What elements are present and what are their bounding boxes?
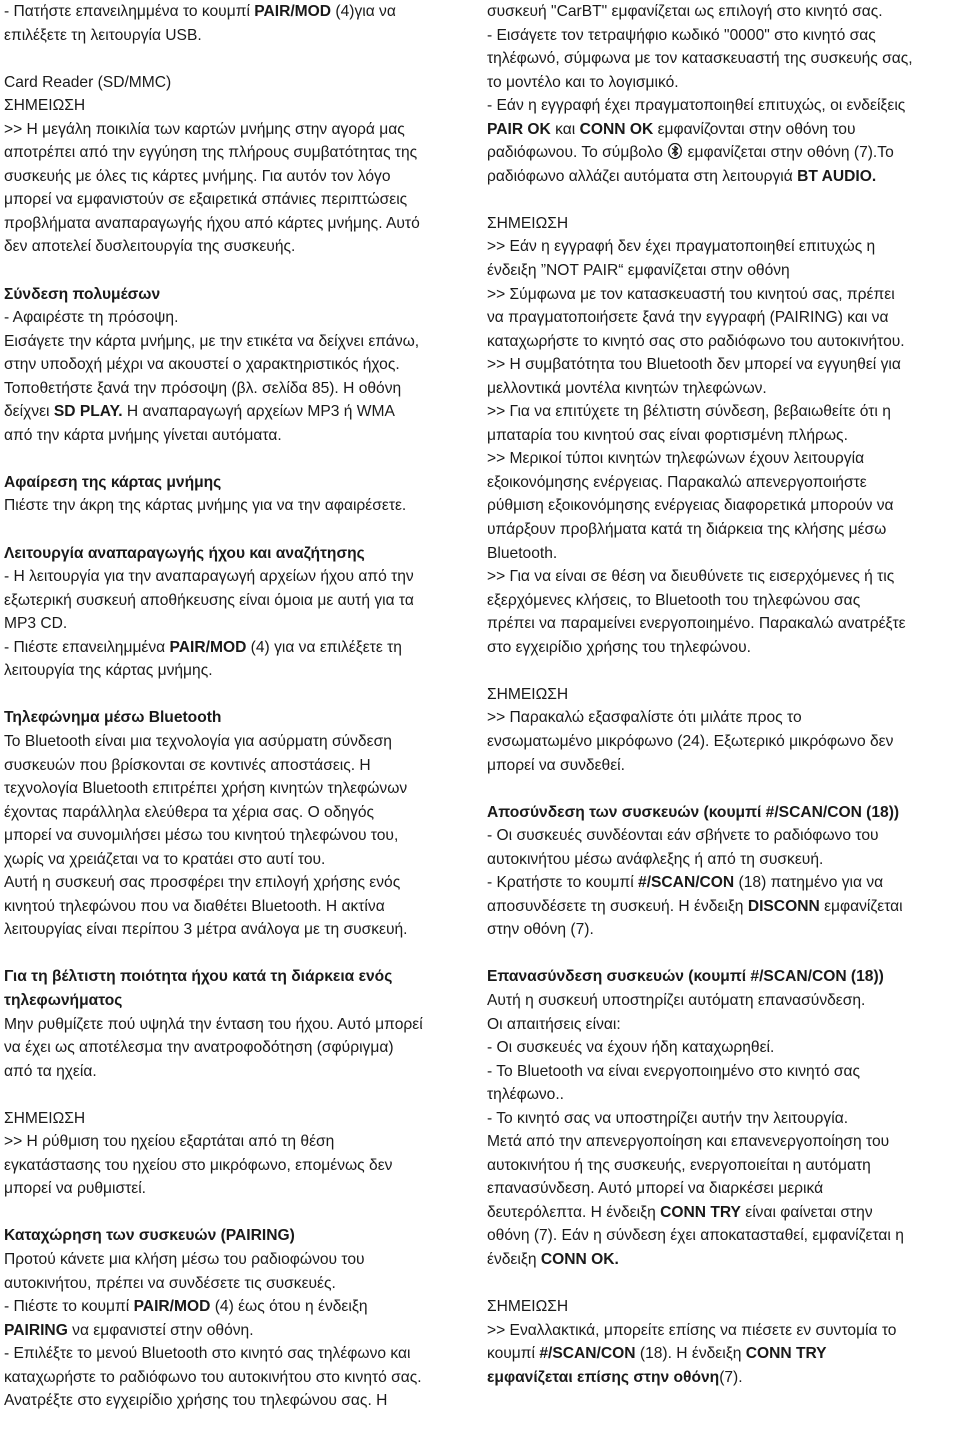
text-line: Μην ρυθμίζετε πού υψηλά την ένταση του ήχου. Αυτό μπορεί (4, 1015, 423, 1033)
text-line: ένδειξη CONN OK. (487, 1250, 619, 1268)
text-line: πρέπει να παραμείνει ενεργοποιημένο. Παρακαλώ ανατρέξτε (487, 615, 906, 633)
text-line: - Το κινητό σας να υποστηρίζει αυτήν την λειτουργία. (487, 1109, 849, 1127)
section-title-disconnect: Αποσύνδεση των συσκευών (κουμπί #/SCAN/CON (18)) (487, 803, 900, 821)
text-line: μπαταρία του κινητού σας είναι φορτισμένη πλήρως. (487, 426, 848, 444)
section-title-reconnect: Επανασύνδεση συσκευών (κουμπί #/SCAN/CON (18)) (487, 968, 884, 986)
text-line: κουμπί #/SCAN/CON (18). Η ένδειξη CONN TRY (487, 1345, 827, 1363)
text-line: από τα ηχεία. (4, 1062, 97, 1080)
text-line: τηλέφωνο.. (487, 1086, 565, 1104)
text-line: - Επιλέξτε το μενού Bluetooth στο κινητό σας τηλέφωνο και (4, 1345, 411, 1363)
section-title-pairing: Καταχώρηση των συσκευών (PAIRING) (4, 1227, 295, 1245)
text-line: - Εάν η εγγραφή έχει πραγματοποιηθεί επιτυχώς, οι ενδείξεις (487, 97, 906, 115)
text-line: μπορεί να συνομιλήσει μέσω του κινητού τηλεφώνου του, (4, 827, 399, 845)
text-line: >> Η ρύθμιση του ηχείου εξαρτάται από τη θέση (4, 1133, 335, 1151)
text-line: έχοντας παράλληλα ελεύθερα τα χέρια σας. Ο οδηγός (4, 803, 375, 821)
text-line: καταχωρήστε το κινητό σας στο ραδιόφωνο του αυτοκινήτου. (487, 332, 905, 350)
text-line: αποσυνδέσετε τη συσκευή. Η ένδειξη DISCONN εμφανίζεται (487, 897, 903, 915)
note-label: ΣΗΜΕΙΩΣΗ (4, 1109, 86, 1127)
text-line: Αυτή η συσκευή σας προσφέρει την επιλογή χρήσης ενός (4, 874, 401, 892)
text-line: συσκευή "CarBT" εμφανίζεται ως επιλογή στο κινητό σας. (487, 3, 883, 20)
text-line: εγκατάστασης του ηχείου στο μικρόφωνο, επομένως δεν (4, 1156, 393, 1174)
text-line: - Πατήστε επανειλημμένα το κουμπί PAIR/MOD (4)για να (4, 3, 396, 20)
text-line: - Πιέστε το κουμπί PAIR/MOD (4) έως ότου η ένδειξη (4, 1298, 368, 1316)
section-title-remove-card: Αφαίρεση της κάρτας μνήμης (4, 473, 222, 491)
text-line: οθόνη (7). Εάν η σύνδεση έχει αποκατασταθεί, εμφανίζεται η (487, 1227, 904, 1245)
text-line: >> Εάν η εγγραφή δεν έχει πραγματοποιηθεί επιτυχώς η (487, 238, 876, 256)
text-line: Τοποθετήστε ξανά την πρόσοψη (βλ. σελίδα 85). Η οθόνη (4, 379, 402, 397)
text-line: το μοντέλο και το λογισμικό. (487, 73, 679, 91)
text-line: >> Παρακαλώ εξασφαλίστε ότι μιλάτε προς το (487, 709, 802, 727)
text-line: >> Η μεγάλη ποικιλία των καρτών μνήμης στην αγορά μας (4, 120, 405, 138)
text-line: μπορεί να συνδεθεί. (487, 756, 625, 774)
note-label: ΣΗΜΕΙΩΣΗ (4, 97, 86, 115)
text-line: τηλέφωνό, σύμφωνα με τον κατασκευαστή της συσκευής σας, (487, 50, 913, 68)
text-line: στην οθόνη (7). (487, 921, 594, 939)
text-line: Πιέστε την άκρη της κάρτας μνήμης για να την αφαιρέσετε. (4, 497, 407, 515)
text-line: - Το Bluetooth να είναι ενεργοποιημένο στο κινητό σας (487, 1062, 860, 1080)
text-line: ραδιόφωνου. Το σύμβολο εμφανίζεται στην οθόνη (7).Το (487, 144, 894, 162)
text-line: να έχει ως αποτέλεσμα την ανατροφοδότηση (σφύριγμα) (4, 1039, 394, 1057)
text-line: επανασύνδεση. Αυτό μπορεί να διαρκέσει μερικά (487, 1180, 824, 1198)
text-line: μπορεί να ρυθμιστεί. (4, 1180, 147, 1198)
text-line: PAIRING να εμφανιστεί στην οθόνη. (4, 1321, 254, 1339)
text-line: ρύθμιση εξοικονόμησης ενέργειας διαφορετικά μπορούν να (487, 497, 894, 515)
left-column (4, 0, 472, 1413)
text-line: Bluetooth. (487, 544, 558, 562)
text-line: Προτού κάνετε μια κλήση μέσω του ραδιοφώνου του (4, 1250, 365, 1268)
section-title-playback: Λειτουργία αναπαραγωγής ήχου και αναζήτησης (4, 544, 365, 562)
text-line: δείχνει SD PLAY. Η αναπαραγωγή αρχείων MP3 ή WMA (4, 403, 395, 421)
text-line: στην υποδοχή μέχρι να ακουστεί ο χαρακτηριστικός ήχος. (4, 356, 400, 374)
text-line: - Πιέστε επανειλημμένα PAIR/MOD (4) για να επιλέξετε τη (4, 638, 402, 656)
text-line: - Αφαιρέστε τη πρόσοψη. (4, 309, 179, 327)
section-title-card-reader: Card Reader (SD/MMC) (4, 73, 172, 91)
text-line: επιλέξετε τη λειτουργία USB. (4, 26, 202, 44)
text-line: Οι απαιτήσεις είναι: (487, 1015, 621, 1033)
text-line: - Κρατήστε το κουμπί #/SCAN/CON (18) πατημένο για να (487, 874, 884, 892)
text-line: - Η λειτουργία για την αναπαραγωγή αρχείων ήχου από την (4, 568, 414, 586)
text-line: δευτερόλεπτα. Η ένδειξη CONN TRY είναι φαίνεται στην (487, 1203, 873, 1221)
note-label: ΣΗΜΕΙΩΣΗ (487, 1298, 569, 1316)
text-line: λειτουργίας είναι περίπου 3 μέτρα ανάλογα με τη συσκευή. (4, 921, 408, 939)
text-line: - Εισάγετε τον τετραψήφιο κωδικό "0000" στο κινητό σας (487, 26, 876, 44)
text-line: Ανατρέξτε στο εγχειρίδιο χρήσης του τηλεφώνου σας. Η (4, 1392, 388, 1410)
text-line: στο εγχειρίδιο χρήσης του τηλεφώνου. (487, 638, 751, 656)
section-title-media: Σύνδεση πολυμέσων (4, 285, 161, 303)
text-line: συσκευής με όλες τις κάρτες μνήμης. Για αυτόν τον λόγο (4, 167, 391, 185)
text-line: μπορεί να εμφανιστούν σε εξαιρετικά σπάνιες περιπτώσεις (4, 191, 408, 209)
text-line: προβλήματα αναπαραγωγής ήχου από κάρτες μνήμης. Αυτό (4, 214, 420, 232)
text-line: εμφανίζεται επίσης στην οθόνη(7). (487, 1368, 743, 1386)
note-label: ΣΗΜΕΙΩΣΗ (487, 685, 569, 703)
text-line: MP3 CD. (4, 615, 68, 633)
text-line: αποτρέπει από την εγγύηση της πλήρους συμβατότητας της (4, 144, 418, 162)
text-line: - Οι συσκευές να έχουν ήδη καταχωρηθεί. (487, 1039, 775, 1057)
text-line: >> Μερικοί τύποι κινητών τηλεφώνων έχουν λειτουργία (487, 450, 865, 468)
text-line: κινητού τηλεφώνου που να διαθέτει Bluetooth. Η ακτίνα (4, 897, 385, 915)
text-line: από την κάρτα μνήμης γίνεται αυτόματα. (4, 426, 282, 444)
text-line: υπάρξουν προβλήματα κατά τη διάρκεια της κλήσης μέσω (487, 521, 887, 539)
text-line: Το Bluetooth είναι μια τεχνολογία για ασύρματη σύνδεση (4, 732, 392, 750)
text-line: αυτοκινήτου, πρέπει να συνδέσετε τις συσκευές. (4, 1274, 336, 1292)
section-title-sound-quality: Για τη βέλτιστη ποιότητα ήχου κατά τη διάρκεια ενός (4, 968, 393, 986)
text-line: μελλοντικά μοντέλα κινητών τηλεφώνων. (487, 379, 767, 397)
text-line: εξοικονόμησης ενέργειας. Παρακαλώ απενεργοποιήστε (487, 473, 867, 491)
right-column (487, 0, 957, 1389)
text-line: εξερχόμενες κλήσεις, το Bluetooth του τηλεφώνου σας (487, 591, 861, 609)
text-line: ραδιόφωνο αλλάζει αυτόματα στη λειτουργιά BT AUDIO. (487, 167, 877, 185)
text-line: εξωτερική συσκευή αποθήκευσης είναι όμοια με αυτή για τα (4, 591, 414, 609)
text-line: >> Για να είναι σε θέση να διευθύνετε τις εισερχόμενες ή τις (487, 568, 895, 586)
bluetooth-icon (668, 143, 682, 159)
text-line: συσκευών που βρίσκονται σε κοντινές αποστάσεις. Η (4, 756, 371, 774)
text-line: - Οι συσκευές συνδέονται εάν σβήνετε το ραδιόφωνο του (487, 827, 879, 845)
text-line: >> Για να επιτύχετε τη βέλτιστη σύνδεση, βεβαιωθείτε ότι η (487, 403, 891, 421)
text-line: PAIR OK και CONN OK εμφανίζονται στην οθόνη του (487, 120, 856, 138)
text-line: δεν αποτελεί δυσλειτουργία της συσκευής. (4, 238, 296, 256)
text-line: ένδειξη ”NOT PAIR“ εμφανίζεται στην οθόνη (487, 262, 790, 280)
text-line: λειτουργία της κάρτας μνήμης. (4, 662, 213, 680)
text-line: αυτοκινήτου ή της συσκευής, ενεργοποιείται η αυτόματη (487, 1156, 871, 1174)
text-line: >> Εναλλακτικά, μπορείτε επίσης να πιέσετε εν συντομία το (487, 1321, 897, 1339)
text-line: αυτοκινήτου μέσω ανάφλεξης ή από τη συσκευή. (487, 850, 824, 868)
section-title-sound-quality-cont: τηλεφωνήματος (4, 991, 123, 1009)
text-line: >> Η συμβατότητα του Bluetooth δεν μπορεί να εγγυηθεί για (487, 356, 901, 374)
text-line: Μετά από την απενεργοποίηση και επανενεργοποίηση του (487, 1133, 890, 1151)
text-line: τεχνολογία Bluetooth επιτρέπει χρήση κινητών τηλεφώνων (4, 780, 408, 798)
text-line: ενσωματωμένο μικρόφωνο (24). Εξωτερικό μικρόφωνο δεν (487, 732, 894, 750)
text-line: Αυτή η συσκευή υποστηρίζει αυτόματη επανασύνδεση. (487, 991, 866, 1009)
text-line: Εισάγετε την κάρτα μνήμης, με την ετικέτα να δείχνει επάνω, (4, 332, 420, 350)
text-line: καταχωρήστε το ραδιόφωνο του αυτοκινήτου στο κινητό σας. (4, 1368, 422, 1386)
section-title-bluetooth-call: Τηλεφώνημα μέσω Bluetooth (4, 709, 222, 727)
text-line: να πραγματοποιήσετε ξανά την εγγραφή (PAIRING) και να (487, 309, 889, 327)
text-line: >> Σύμφωνα με τον κατασκευαστή του κινητού σας, πρέπει (487, 285, 895, 303)
text-line: χωρίς να χρειάζεται να το κρατάει στο αυτί του. (4, 850, 326, 868)
note-label: ΣΗΜΕΙΩΣΗ (487, 214, 569, 232)
